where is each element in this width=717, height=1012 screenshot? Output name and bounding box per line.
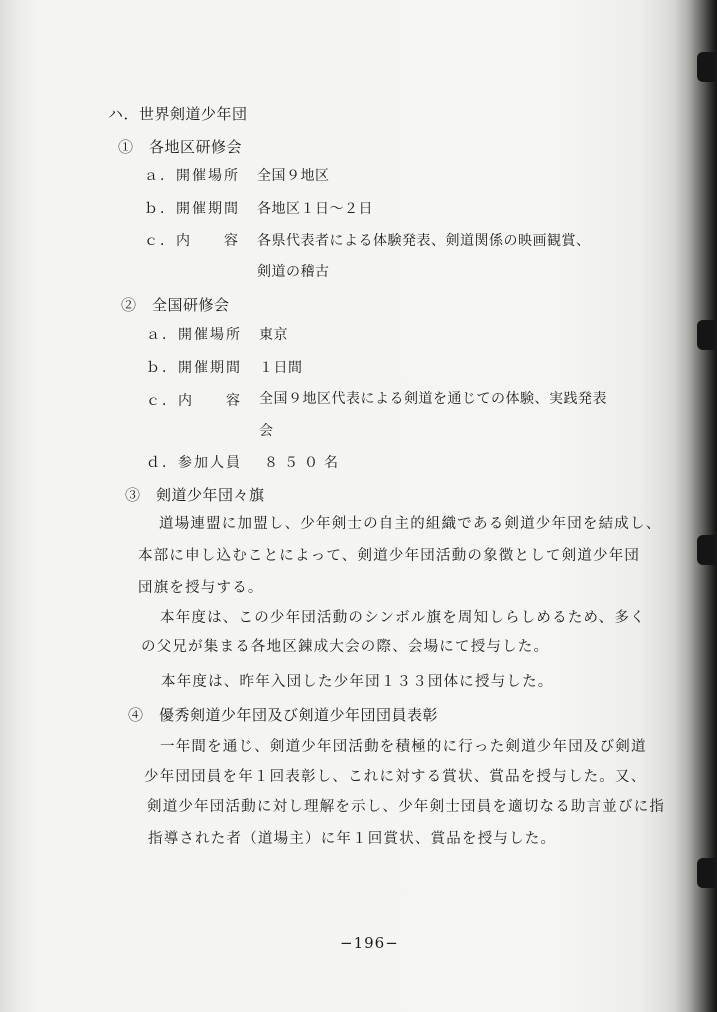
subsection-heading: ② 全国研修会	[121, 296, 230, 314]
item-value: 全国９地区代表による剣道を通じての体験、実践発表	[259, 391, 607, 407]
item-value-continuation: 会	[259, 423, 274, 439]
item-label: ｄ．参加人員	[146, 455, 242, 471]
paragraph-line: の父兄が集まる各地区錬成大会の際、会場にて授与した。	[141, 639, 550, 655]
subsection-heading: ① 各地区研修会	[118, 138, 243, 156]
paragraph-line: 本部に申し込むことによって、剣道少年団活動の象徴として剣道少年団	[138, 548, 641, 564]
item-value: 各県代表者による体験発表、剣道関係の映画観賞、	[257, 233, 591, 249]
paragraph-line: 道場連盟に加盟し、少年剣士の自主的組織である剣道少年団を結成し、	[159, 516, 662, 532]
paragraph-line: 一年間を通じ、剣道少年団活動を積極的に行った剣道少年団及び剣道	[160, 739, 647, 755]
binding-hole	[697, 52, 715, 82]
item-label: ａ．開催場所	[146, 327, 242, 343]
item-value: １日間	[259, 360, 303, 376]
paragraph-line: 団旗を授与する。	[138, 580, 264, 596]
subsection-heading: ④ 優秀剣道少年団及び剣道少年団団員表彰	[128, 706, 439, 724]
paragraph-line: 指導された者（道場主）に年１回賞状、賞品を授与した。	[148, 831, 557, 847]
subsection-heading: ③ 剣道少年団々旗	[125, 486, 265, 504]
binding-hole	[697, 535, 715, 565]
item-value: ８５０名	[264, 455, 344, 471]
item-label: ｂ．開催期間	[144, 201, 240, 217]
binding-hole	[697, 858, 715, 888]
paragraph-line: 少年団団員を年１回表彰し、これに対する賞状、賞品を授与した。又、	[144, 769, 647, 785]
item-label: ｃ．内 容	[146, 393, 242, 409]
page-number: −196−	[340, 934, 399, 952]
section-title: ハ．世界剣道少年団	[108, 105, 248, 123]
paragraph-line: 剣道少年団活動に対し理解を示し、少年剣士団員を適切なる助言並びに指	[147, 799, 666, 815]
item-value: 全国９地区	[257, 168, 330, 184]
item-value: 各地区１日〜２日	[257, 201, 373, 217]
paragraph-line: 本年度は、昨年入団した少年団１３３団体に授与した。	[161, 674, 554, 690]
item-label: ｂ．開催期間	[146, 360, 242, 376]
item-value-continuation: 剣道の稽古	[257, 264, 330, 280]
binding-hole	[697, 320, 715, 350]
item-label: ｃ．内 容	[144, 233, 240, 249]
item-value: 東京	[259, 327, 288, 343]
paragraph-line: 本年度は、この少年団活動のシンボル旗を周知しらしめるため、多く	[160, 610, 646, 626]
item-label: ａ．開催場所	[144, 168, 240, 184]
